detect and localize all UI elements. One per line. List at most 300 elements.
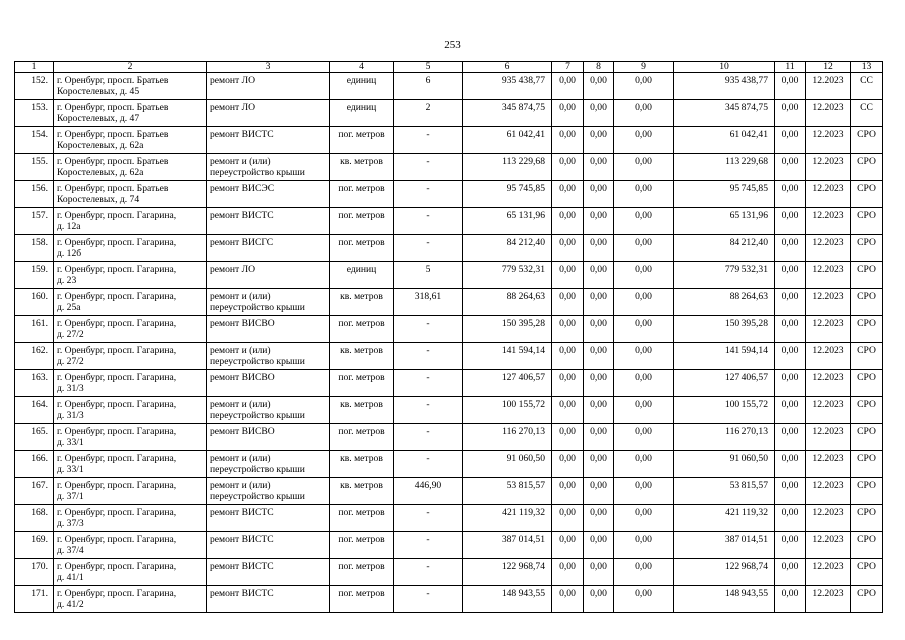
address-line: д. 31/3 xyxy=(57,410,84,421)
address-cell xyxy=(54,127,207,154)
address-cell xyxy=(54,559,207,586)
work-type-cell xyxy=(207,424,330,451)
value-cell: 0,00 xyxy=(584,154,614,181)
address-line: д. 25а xyxy=(57,302,81,313)
value-cell: 0,00 xyxy=(552,559,584,586)
quantity-cell: - xyxy=(394,505,463,532)
address-line: г. Оренбург, просп. Гагарина, xyxy=(57,453,177,464)
source-cell: СРО xyxy=(851,208,883,235)
address-line: г. Оренбург, просп. Гагарина, xyxy=(57,345,177,356)
row-number-cell: 162. xyxy=(15,343,54,370)
unit-cell: пог. метров xyxy=(330,127,394,154)
row-number-cell: 155. xyxy=(15,154,54,181)
unit-cell: пог. метров xyxy=(330,586,394,613)
work-type-line: ремонт ЛО xyxy=(210,75,256,86)
source-cell: СРО xyxy=(851,424,883,451)
total-cost-cell: 91 060,50 xyxy=(463,451,552,478)
value-cell: 0,00 xyxy=(552,262,584,289)
address-line: г. Оренбург, просп. Гагарина, xyxy=(57,561,177,572)
table-row xyxy=(15,586,883,613)
date-cell: 12.2023 xyxy=(806,181,851,208)
address-cell xyxy=(54,586,207,613)
total-cost-cell: 127 406,57 xyxy=(463,370,552,397)
total-cost-cell: 148 943,55 xyxy=(463,586,552,613)
address-line: Коростелевых, д. 45 xyxy=(57,86,140,97)
work-type-line: ремонт ВИСЭС xyxy=(210,183,275,194)
quantity-cell: - xyxy=(394,154,463,181)
column-header: 1 xyxy=(15,62,54,73)
row-number-cell: 152. xyxy=(15,73,54,100)
address-cell xyxy=(54,424,207,451)
value-cell: 0,00 xyxy=(552,181,584,208)
value-cell: 0,00 xyxy=(775,397,806,424)
work-type-cell xyxy=(207,289,330,316)
unit-cell: пог. метров xyxy=(330,424,394,451)
source-cell: СС xyxy=(851,100,883,127)
funding-cell: 779 532,31 xyxy=(674,262,775,289)
work-type-cell xyxy=(207,154,330,181)
source-cell: СРО xyxy=(851,127,883,154)
work-type-line: ремонт ВИСТС xyxy=(210,210,274,221)
quantity-cell: - xyxy=(394,370,463,397)
work-type-line: ремонт ВИСТС xyxy=(210,129,274,140)
unit-cell: кв. метров xyxy=(330,478,394,505)
address-line: г. Оренбург, просп. Гагарина, xyxy=(57,534,177,545)
column-header: 8 xyxy=(584,62,614,73)
quantity-cell: - xyxy=(394,532,463,559)
funding-cell: 84 212,40 xyxy=(674,235,775,262)
total-cost-cell: 65 131,96 xyxy=(463,208,552,235)
unit-cell: пог. метров xyxy=(330,505,394,532)
table-row xyxy=(15,397,883,424)
total-cost-cell: 116 270,13 xyxy=(463,424,552,451)
table-row xyxy=(15,235,883,262)
value-cell: 0,00 xyxy=(552,505,584,532)
funding-cell: 421 119,32 xyxy=(674,505,775,532)
value-cell: 0,00 xyxy=(614,478,674,505)
value-cell: 0,00 xyxy=(552,424,584,451)
funding-cell: 53 815,57 xyxy=(674,478,775,505)
date-cell: 12.2023 xyxy=(806,262,851,289)
work-type-cell xyxy=(207,505,330,532)
total-cost-cell: 421 119,32 xyxy=(463,505,552,532)
row-number-cell: 164. xyxy=(15,397,54,424)
value-cell: 0,00 xyxy=(614,127,674,154)
value-cell: 0,00 xyxy=(614,235,674,262)
source-cell: СРО xyxy=(851,586,883,613)
work-type-line: ремонт ВИСВО xyxy=(210,318,275,329)
value-cell: 0,00 xyxy=(552,208,584,235)
value-cell: 0,00 xyxy=(614,73,674,100)
value-cell: 0,00 xyxy=(614,559,674,586)
table-row xyxy=(15,316,883,343)
value-cell: 0,00 xyxy=(775,208,806,235)
funding-cell: 95 745,85 xyxy=(674,181,775,208)
unit-cell: единиц xyxy=(330,73,394,100)
funding-cell: 148 943,55 xyxy=(674,586,775,613)
value-cell: 0,00 xyxy=(584,181,614,208)
address-line: д. 12а xyxy=(57,221,81,232)
unit-cell: кв. метров xyxy=(330,154,394,181)
row-number-cell: 168. xyxy=(15,505,54,532)
work-type-line: ремонт и (или) xyxy=(210,291,271,302)
address-line: г. Оренбург, просп. Братьев xyxy=(57,156,169,167)
work-type-line: переустройство крыши xyxy=(210,491,305,502)
address-cell xyxy=(54,73,207,100)
source-cell: СС xyxy=(851,73,883,100)
work-type-line: ремонт и (или) xyxy=(210,156,271,167)
work-type-line: ремонт и (или) xyxy=(210,453,271,464)
column-header: 10 xyxy=(674,62,775,73)
value-cell: 0,00 xyxy=(614,316,674,343)
unit-cell: пог. метров xyxy=(330,370,394,397)
value-cell: 0,00 xyxy=(584,424,614,451)
unit-cell: единиц xyxy=(330,100,394,127)
value-cell: 0,00 xyxy=(552,586,584,613)
date-cell: 12.2023 xyxy=(806,505,851,532)
row-number-cell: 154. xyxy=(15,127,54,154)
work-type-line: ремонт ВИСТС xyxy=(210,534,274,545)
address-line: д. 37/1 xyxy=(57,491,84,502)
work-type-cell xyxy=(207,316,330,343)
row-number-cell: 169. xyxy=(15,532,54,559)
unit-cell: пог. метров xyxy=(330,559,394,586)
address-line: г. Оренбург, просп. Гагарина, xyxy=(57,480,177,491)
address-cell xyxy=(54,532,207,559)
table-row xyxy=(15,100,883,127)
work-type-cell xyxy=(207,235,330,262)
value-cell: 0,00 xyxy=(775,586,806,613)
row-number-cell: 159. xyxy=(15,262,54,289)
value-cell: 0,00 xyxy=(614,370,674,397)
source-cell: СРО xyxy=(851,559,883,586)
address-line: д. 31/3 xyxy=(57,383,84,394)
address-line: Коростелевых, д. 62а xyxy=(57,140,144,151)
date-cell: 12.2023 xyxy=(806,73,851,100)
table-row xyxy=(15,532,883,559)
funding-cell: 100 155,72 xyxy=(674,397,775,424)
value-cell: 0,00 xyxy=(775,262,806,289)
date-cell: 12.2023 xyxy=(806,316,851,343)
row-number-cell: 157. xyxy=(15,208,54,235)
value-cell: 0,00 xyxy=(775,316,806,343)
address-line: г. Оренбург, просп. Гагарина, xyxy=(57,237,177,248)
date-cell: 12.2023 xyxy=(806,343,851,370)
value-cell: 0,00 xyxy=(614,397,674,424)
value-cell: 0,00 xyxy=(584,451,614,478)
funding-cell: 150 395,28 xyxy=(674,316,775,343)
date-cell: 12.2023 xyxy=(806,532,851,559)
address-line: д. 23 xyxy=(57,275,77,286)
address-cell xyxy=(54,505,207,532)
work-type-line: переустройство крыши xyxy=(210,302,305,313)
value-cell: 0,00 xyxy=(775,478,806,505)
total-cost-cell: 113 229,68 xyxy=(463,154,552,181)
value-cell: 0,00 xyxy=(552,343,584,370)
address-cell xyxy=(54,100,207,127)
value-cell: 0,00 xyxy=(775,235,806,262)
address-line: д. 33/1 xyxy=(57,464,84,475)
work-type-cell xyxy=(207,181,330,208)
row-number-cell: 160. xyxy=(15,289,54,316)
value-cell: 0,00 xyxy=(614,154,674,181)
address-line: г. Оренбург, просп. Гагарина, xyxy=(57,588,177,599)
work-type-line: переустройство крыши xyxy=(210,410,305,421)
address-cell xyxy=(54,370,207,397)
table-row xyxy=(15,289,883,316)
column-header: 11 xyxy=(775,62,806,73)
source-cell: СРО xyxy=(851,370,883,397)
work-type-line: ремонт ВИСВО xyxy=(210,372,275,383)
date-cell: 12.2023 xyxy=(806,451,851,478)
address-line: г. Оренбург, просп. Гагарина, xyxy=(57,507,177,518)
source-cell: СРО xyxy=(851,262,883,289)
funding-cell: 116 270,13 xyxy=(674,424,775,451)
date-cell: 12.2023 xyxy=(806,289,851,316)
value-cell: 0,00 xyxy=(552,100,584,127)
value-cell: 0,00 xyxy=(775,424,806,451)
table-row xyxy=(15,370,883,397)
value-cell: 0,00 xyxy=(584,100,614,127)
date-cell: 12.2023 xyxy=(806,100,851,127)
quantity-cell: - xyxy=(394,127,463,154)
address-line: д. 37/4 xyxy=(57,545,84,556)
value-cell: 0,00 xyxy=(584,127,614,154)
row-number-cell: 156. xyxy=(15,181,54,208)
work-type-cell xyxy=(207,451,330,478)
table-body xyxy=(15,62,883,613)
total-cost-cell: 150 395,28 xyxy=(463,316,552,343)
date-cell: 12.2023 xyxy=(806,154,851,181)
total-cost-cell: 387 014,51 xyxy=(463,532,552,559)
value-cell: 0,00 xyxy=(614,424,674,451)
funding-cell: 65 131,96 xyxy=(674,208,775,235)
funding-cell: 127 406,57 xyxy=(674,370,775,397)
date-cell: 12.2023 xyxy=(806,127,851,154)
funding-cell: 387 014,51 xyxy=(674,532,775,559)
address-line: г. Оренбург, просп. Гагарина, xyxy=(57,318,177,329)
row-number-cell: 153. xyxy=(15,100,54,127)
address-line: д. 27/2 xyxy=(57,356,84,367)
page-number: 253 xyxy=(444,39,461,51)
table-row xyxy=(15,262,883,289)
value-cell: 0,00 xyxy=(584,289,614,316)
table-row xyxy=(15,478,883,505)
table-row xyxy=(15,559,883,586)
total-cost-cell: 100 155,72 xyxy=(463,397,552,424)
value-cell: 0,00 xyxy=(614,181,674,208)
work-type-cell xyxy=(207,343,330,370)
funding-cell: 91 060,50 xyxy=(674,451,775,478)
work-type-line: ремонт и (или) xyxy=(210,399,271,410)
row-number-cell: 158. xyxy=(15,235,54,262)
total-cost-cell: 95 745,85 xyxy=(463,181,552,208)
table-row xyxy=(15,127,883,154)
date-cell: 12.2023 xyxy=(806,235,851,262)
address-cell xyxy=(54,478,207,505)
unit-cell: кв. метров xyxy=(330,397,394,424)
address-line: Коростелевых, д. 74 xyxy=(57,194,140,205)
value-cell: 0,00 xyxy=(552,532,584,559)
total-cost-cell: 122 968,74 xyxy=(463,559,552,586)
value-cell: 0,00 xyxy=(584,559,614,586)
row-number-cell: 163. xyxy=(15,370,54,397)
work-type-cell xyxy=(207,73,330,100)
address-line: д. 27/2 xyxy=(57,329,84,340)
value-cell: 0,00 xyxy=(614,586,674,613)
table-row xyxy=(15,451,883,478)
total-cost-cell: 53 815,57 xyxy=(463,478,552,505)
source-cell: СРО xyxy=(851,343,883,370)
table-row xyxy=(15,343,883,370)
date-cell: 12.2023 xyxy=(806,559,851,586)
funding-cell: 122 968,74 xyxy=(674,559,775,586)
funding-cell: 61 042,41 xyxy=(674,127,775,154)
unit-cell: пог. метров xyxy=(330,208,394,235)
value-cell: 0,00 xyxy=(614,100,674,127)
value-cell: 0,00 xyxy=(775,343,806,370)
address-line: Коростелевых, д. 62а xyxy=(57,167,144,178)
address-line: г. Оренбург, просп. Гагарина, xyxy=(57,210,177,221)
address-line: г. Оренбург, просп. Братьев xyxy=(57,129,169,140)
source-cell: СРО xyxy=(851,316,883,343)
date-cell: 12.2023 xyxy=(806,208,851,235)
date-cell: 12.2023 xyxy=(806,397,851,424)
source-cell: СРО xyxy=(851,451,883,478)
funding-cell: 88 264,63 xyxy=(674,289,775,316)
value-cell: 0,00 xyxy=(614,505,674,532)
source-cell: СРО xyxy=(851,505,883,532)
address-line: г. Оренбург, просп. Гагарина, xyxy=(57,264,177,275)
value-cell: 0,00 xyxy=(584,397,614,424)
table-row xyxy=(15,154,883,181)
quantity-cell: - xyxy=(394,235,463,262)
unit-cell: пог. метров xyxy=(330,316,394,343)
column-header: 2 xyxy=(54,62,207,73)
work-type-line: ремонт и (или) xyxy=(210,345,271,356)
address-line: г. Оренбург, просп. Гагарина, xyxy=(57,372,177,383)
unit-cell: кв. метров xyxy=(330,289,394,316)
value-cell: 0,00 xyxy=(775,370,806,397)
quantity-cell: - xyxy=(394,559,463,586)
quantity-cell: 5 xyxy=(394,262,463,289)
quantity-cell: - xyxy=(394,343,463,370)
work-type-cell xyxy=(207,532,330,559)
source-cell: СРО xyxy=(851,478,883,505)
value-cell: 0,00 xyxy=(614,343,674,370)
address-line: д. 41/1 xyxy=(57,572,84,583)
column-header: 12 xyxy=(806,62,851,73)
address-cell xyxy=(54,181,207,208)
quantity-cell: - xyxy=(394,208,463,235)
column-header: 3 xyxy=(207,62,330,73)
quantity-cell: - xyxy=(394,181,463,208)
total-cost-cell: 935 438,77 xyxy=(463,73,552,100)
value-cell: 0,00 xyxy=(614,208,674,235)
value-cell: 0,00 xyxy=(775,532,806,559)
quantity-cell: - xyxy=(394,397,463,424)
works-table xyxy=(14,61,883,613)
value-cell: 0,00 xyxy=(584,478,614,505)
work-type-line: ремонт ВИСТС xyxy=(210,507,274,518)
total-cost-cell: 88 264,63 xyxy=(463,289,552,316)
address-line: г. Оренбург, просп. Братьев xyxy=(57,183,169,194)
work-type-line: ремонт ВИСТС xyxy=(210,561,274,572)
quantity-cell: 2 xyxy=(394,100,463,127)
value-cell: 0,00 xyxy=(775,559,806,586)
funding-cell: 141 594,14 xyxy=(674,343,775,370)
value-cell: 0,00 xyxy=(552,397,584,424)
value-cell: 0,00 xyxy=(584,343,614,370)
source-cell: СРО xyxy=(851,532,883,559)
address-line: д. 41/2 xyxy=(57,599,84,610)
address-line: г. Оренбург, просп. Гагарина, xyxy=(57,399,177,410)
column-header: 13 xyxy=(851,62,883,73)
unit-cell: кв. метров xyxy=(330,451,394,478)
value-cell: 0,00 xyxy=(614,262,674,289)
value-cell: 0,00 xyxy=(552,289,584,316)
work-type-line: переустройство крыши xyxy=(210,167,305,178)
total-cost-cell: 84 212,40 xyxy=(463,235,552,262)
value-cell: 0,00 xyxy=(584,73,614,100)
row-number-cell: 161. xyxy=(15,316,54,343)
funding-cell: 345 874,75 xyxy=(674,100,775,127)
funding-cell: 113 229,68 xyxy=(674,154,775,181)
date-cell: 12.2023 xyxy=(806,586,851,613)
address-cell xyxy=(54,316,207,343)
work-type-line: переустройство крыши xyxy=(210,356,305,367)
value-cell: 0,00 xyxy=(584,262,614,289)
value-cell: 0,00 xyxy=(584,370,614,397)
total-cost-cell: 779 532,31 xyxy=(463,262,552,289)
value-cell: 0,00 xyxy=(552,235,584,262)
unit-cell: пог. метров xyxy=(330,532,394,559)
value-cell: 0,00 xyxy=(775,127,806,154)
value-cell: 0,00 xyxy=(775,100,806,127)
source-cell: СРО xyxy=(851,235,883,262)
work-type-line: ремонт ВИСГС xyxy=(210,237,274,248)
value-cell: 0,00 xyxy=(614,532,674,559)
work-type-cell xyxy=(207,370,330,397)
total-cost-cell: 345 874,75 xyxy=(463,100,552,127)
unit-cell: кв. метров xyxy=(330,343,394,370)
source-cell: СРО xyxy=(851,181,883,208)
work-type-line: ремонт ЛО xyxy=(210,264,256,275)
value-cell: 0,00 xyxy=(584,505,614,532)
row-number-cell: 171. xyxy=(15,586,54,613)
total-cost-cell: 141 594,14 xyxy=(463,343,552,370)
quantity-cell: - xyxy=(394,316,463,343)
row-number-cell: 166. xyxy=(15,451,54,478)
value-cell: 0,00 xyxy=(584,316,614,343)
address-cell xyxy=(54,208,207,235)
address-cell xyxy=(54,343,207,370)
address-line: г. Оренбург, просп. Гагарина, xyxy=(57,426,177,437)
quantity-cell: 318,61 xyxy=(394,289,463,316)
address-line: д. 33/1 xyxy=(57,437,84,448)
column-header: 7 xyxy=(552,62,584,73)
unit-cell: пог. метров xyxy=(330,181,394,208)
unit-cell: единиц xyxy=(330,262,394,289)
value-cell: 0,00 xyxy=(775,181,806,208)
row-number-cell: 170. xyxy=(15,559,54,586)
address-line: д. 12б xyxy=(57,248,82,259)
quantity-cell: - xyxy=(394,424,463,451)
work-type-cell xyxy=(207,262,330,289)
table-row xyxy=(15,181,883,208)
quantity-cell: 446,90 xyxy=(394,478,463,505)
address-cell xyxy=(54,262,207,289)
